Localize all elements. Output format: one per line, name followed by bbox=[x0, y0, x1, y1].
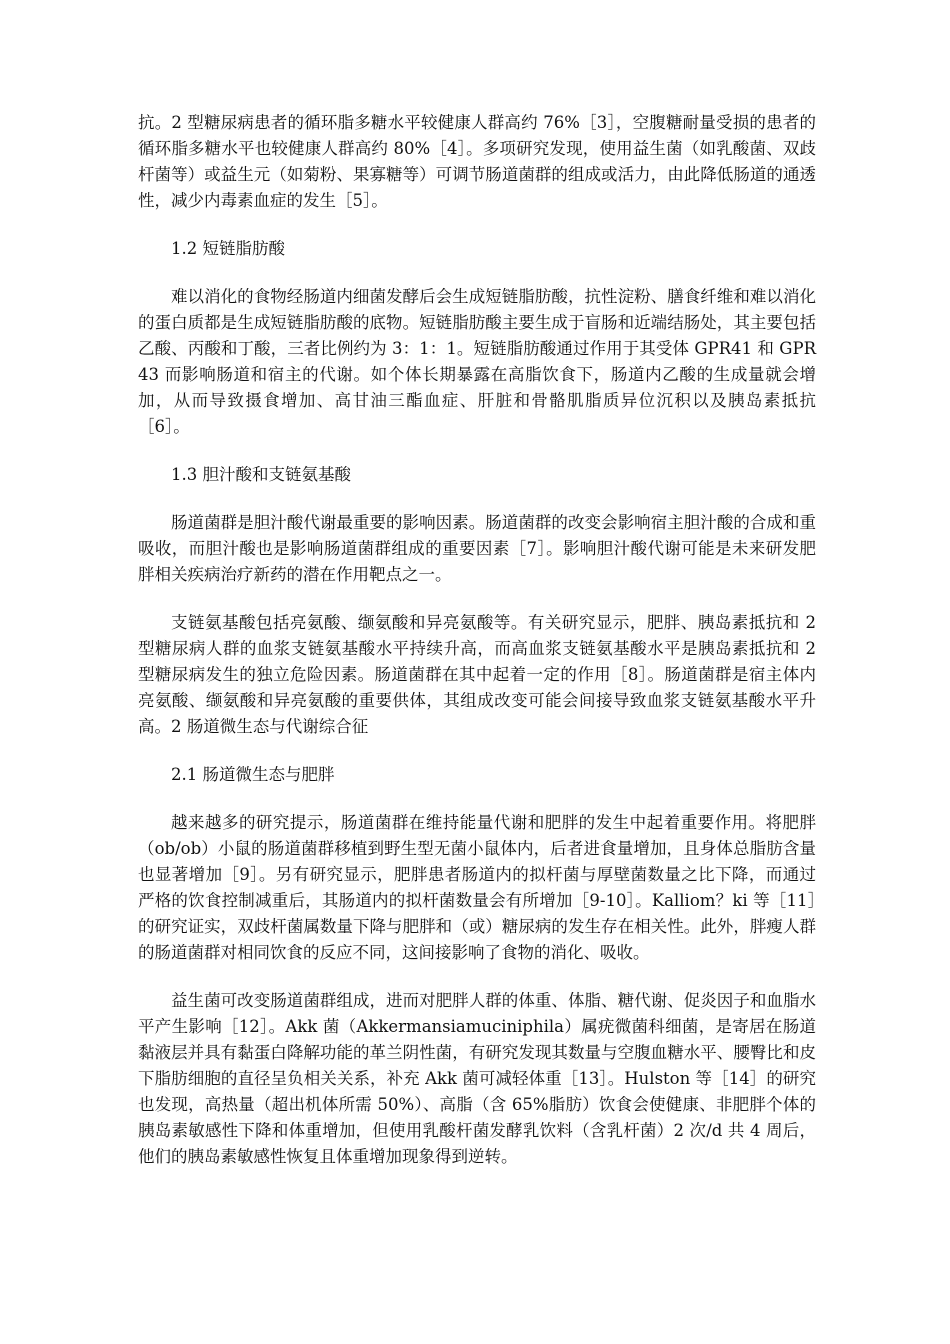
paragraph-branched-amino-acids: 支链氨基酸包括亮氨酸、缬氨酸和异亮氨酸等。有关研究显示，肥胖、胰岛素抵抗和 2 型糖尿病人群的血浆支链氨基酸水平持续升高，而高血浆支链氨基酸水平是胰岛素抵抗和 2 型糖尿病发生的独立危险因素。肠道菌群在其中起着一定的作用［8］。肠道菌群是宿主体内亮氨酸、缬氨酸和异亮氨酸的重要供体，其组成改变可能会间接导致血浆支链氨基酸水平升高。2 肠道微生态与代谢综合征 bbox=[138, 613, 816, 736]
paragraph-probiotics: 益生菌可改变肠道菌群组成，进而对肥胖人群的体重、体脂、糖代谢、促炎因子和血脂水平产生影响［12］。Akk 菌（Akkermansiamuciniphila）属疣微菌科细菌，是寄居在肠道黏液层并具有黏蛋白降解功能的革兰阴性菌，有研究发现其数量与空腹血糖水平、腰臀比和皮下脂肪细胞的直径呈负相关关系，补充 Akk 菌可减轻体重［13］。Hulston 等［14］的研究也发现，高热量（超出机体所需 50%）、高脂（含 65%脂肪）饮食会使健康、非肥胖个体的胰岛素敏感性下降和体重增加，但使用乳酸杆菌发酵乳饮料（含乳杆菌）2 次/d 共 4 周后，他们的胰岛素敏感性恢复且体重增加现象得到逆转。 bbox=[138, 991, 816, 1166]
section-heading-2-1: 2.1 肠道微生态与肥胖 bbox=[171, 765, 335, 784]
section-heading-1-3: 1.3 胆汁酸和支链氨基酸 bbox=[171, 465, 351, 484]
paragraph-bile-acids: 肠道菌群是胆汁酸代谢最重要的影响因素。肠道菌群的改变会影响宿主胆汁酸的合成和重吸收，而胆汁酸也是影响肠道菌群组成的重要因素［7］。影响胆汁酸代谢可能是未来研发肥胖相关疾病治疗新药的潜在作用靶点之一。 bbox=[138, 513, 816, 584]
document-page bbox=[138, 110, 816, 1192]
paragraph-intro: 抗。2 型糖尿病患者的循环脂多糖水平较健康人群高约 76%［3］，空腹糖耐量受损的患者的循环脂多糖水平也较健康人群高约 80%［4］。多项研究发现，使用益生菌（如乳酸菌、双歧杆菌等）或益生元（如菊粉、果寡糖等）可调节肠道菌群的组成或活力，由此降低肠道的通透性，减少内毒素血症的发生［5］。 bbox=[138, 113, 816, 210]
paragraph-microbiota-obesity: 越来越多的研究提示，肠道菌群在维持能量代谢和肥胖的发生中起着重要作用。将肥胖（ob/ob）小鼠的肠道菌群移植到野生型无菌小鼠体内，后者进食量增加，且身体总脂肪含量也显著增加［9］。另有研究显示，肥胖患者肠道内的拟杆菌与厚壁菌数量之比下降，而通过严格的饮食控制减重后，其肠道内的拟杆菌数量会有所增加［9-10］。Kalliom？ki 等［11］的研究证实，双歧杆菌属数量下降与肥胖和（或）糖尿病的发生存在相关性。此外，胖瘦人群的肠道菌群对相同饮食的反应不同，这间接影响了食物的消化、吸收。 bbox=[138, 813, 816, 962]
section-heading-1-2: 1.2 短链脂肪酸 bbox=[171, 239, 285, 258]
paragraph-short-chain-fatty-acids: 难以消化的食物经肠道内细菌发酵后会生成短链脂肪酸，抗性淀粉、膳食纤维和难以消化的蛋白质都是生成短链脂肪酸的底物。短链脂肪酸主要生成于盲肠和近端结肠处，其主要包括乙酸、丙酸和丁酸，三者比例约为 3：1：1。短链脂肪酸通过作用于其受体 GPR41 和 GPR43 而影响肠道和宿主的代谢。如个体长期暴露在高脂饮食下，肠道内乙酸的生成量就会增加，从而导致摄食增加、高甘油三酯血症、肝脏和骨骼肌脂质异位沉积以及胰岛素抵抗［6］。 bbox=[138, 287, 816, 436]
